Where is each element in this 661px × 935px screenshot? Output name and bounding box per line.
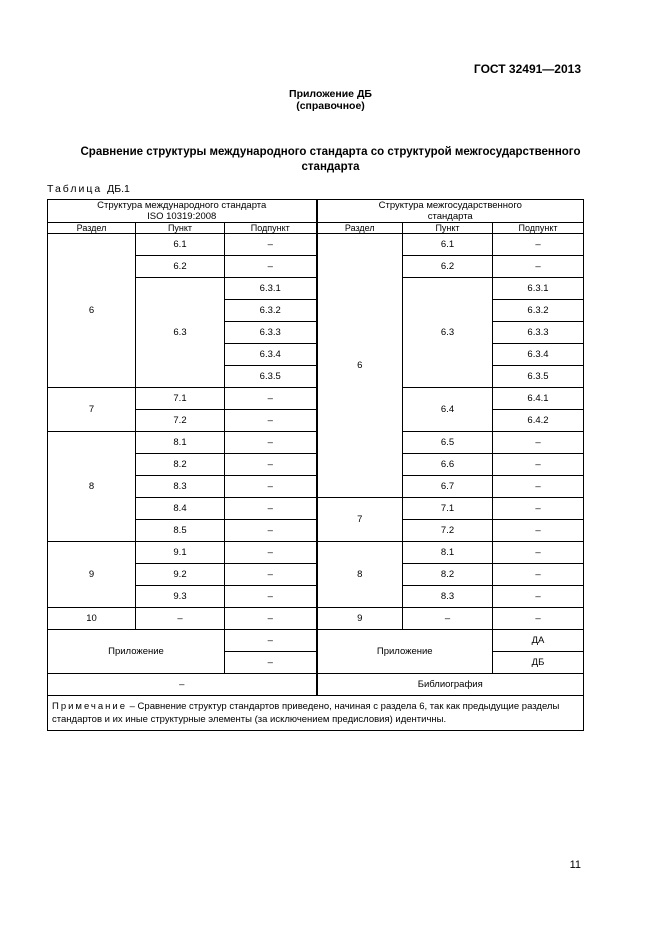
table-note-row [48, 696, 584, 731]
cell: – [493, 498, 584, 520]
cell: 6 [317, 234, 403, 498]
table-row [48, 542, 584, 564]
note-word: Примечание [52, 701, 127, 712]
cell: – [493, 454, 584, 476]
cell: – [493, 608, 584, 630]
cell: – [493, 520, 584, 542]
table-subheader-row [48, 223, 584, 234]
table-caption-word: Таблица [47, 183, 103, 195]
standard-code: ГОСТ 32491—2013 [473, 62, 581, 76]
cell: 6.3.4 [225, 344, 317, 366]
annex-subtitle: (справочное) [296, 100, 365, 112]
table-row [48, 608, 584, 630]
cell: – [225, 476, 317, 498]
cell: – [225, 608, 317, 630]
cell: 6.2 [403, 256, 493, 278]
cell: Приложение [48, 630, 225, 674]
cell: 6.1 [136, 234, 225, 256]
cell: 8.2 [403, 564, 493, 586]
cell: 7.1 [403, 498, 493, 520]
cell: ДА [493, 630, 584, 652]
cell: 8.1 [403, 542, 493, 564]
cell: 7.1 [136, 388, 225, 410]
cell: – [225, 234, 317, 256]
cell: – [48, 674, 317, 696]
cell: Библиография [317, 674, 584, 696]
cell: 6.3 [136, 278, 225, 388]
structure-comparison-table [47, 199, 584, 731]
cell: – [225, 564, 317, 586]
cell: 6.3.4 [493, 344, 584, 366]
header-text: ISO 10319:2008 [147, 211, 217, 222]
cell: 9 [48, 542, 136, 608]
cell: 7.2 [403, 520, 493, 542]
cell: 8.3 [136, 476, 225, 498]
cell: – [225, 256, 317, 278]
cell: – [225, 498, 317, 520]
cell: 9.2 [136, 564, 225, 586]
table-row [48, 234, 584, 256]
table-header-row [48, 200, 584, 223]
cell: – [493, 542, 584, 564]
cell: 7.2 [136, 410, 225, 432]
cell: 10 [48, 608, 136, 630]
cell: – [225, 432, 317, 454]
cell: – [225, 652, 317, 674]
cell: 8.4 [136, 498, 225, 520]
cell: Приложение [317, 630, 493, 674]
header-text: стандарта [427, 211, 473, 222]
col-clause: Пункт [403, 223, 493, 234]
cell: – [493, 586, 584, 608]
cell: – [225, 454, 317, 476]
cell: 8 [317, 542, 403, 608]
cell: 6.3.5 [225, 366, 317, 388]
cell: 9 [317, 608, 403, 630]
cell: – [225, 542, 317, 564]
table-note [48, 696, 584, 731]
cell: – [225, 388, 317, 410]
cell: 6.3.5 [493, 366, 584, 388]
document-title-line2: стандарта [301, 161, 360, 173]
cell: 8.2 [136, 454, 225, 476]
cell: – [225, 410, 317, 432]
table-row [48, 432, 584, 454]
table-row [48, 388, 584, 410]
table-row [48, 630, 584, 652]
annex-heading [0, 88, 661, 112]
cell: 8.3 [403, 586, 493, 608]
cell: – [225, 630, 317, 652]
cell: 8.5 [136, 520, 225, 542]
page-number: 11 [569, 859, 581, 871]
cell: 6.7 [403, 476, 493, 498]
cell: 8.1 [136, 432, 225, 454]
cell: 6.2 [136, 256, 225, 278]
document-title-line1: Сравнение структуры международного стандарта со структурой межгосударственного [80, 146, 581, 158]
cell: 6.3 [403, 278, 493, 388]
cell: ДБ [493, 652, 584, 674]
cell: 6.6 [403, 454, 493, 476]
document-title [60, 145, 601, 175]
cell: 6.3.2 [493, 300, 584, 322]
cell: 6.3.1 [493, 278, 584, 300]
national-structure-header [317, 200, 584, 223]
header-text: Структура международного стандарта [97, 200, 267, 211]
cell: – [225, 520, 317, 542]
table-caption [47, 183, 130, 195]
cell: – [493, 234, 584, 256]
table-row [48, 674, 584, 696]
cell: – [493, 476, 584, 498]
cell: – [493, 564, 584, 586]
cell: – [136, 608, 225, 630]
cell: – [225, 586, 317, 608]
cell: – [493, 432, 584, 454]
cell: 9.3 [136, 586, 225, 608]
header-text: Структура межгосударственного [378, 200, 522, 211]
cell: 6.3.2 [225, 300, 317, 322]
annex-title: Приложение ДБ [289, 88, 372, 100]
cell: 7 [48, 388, 136, 432]
cell: 9.1 [136, 542, 225, 564]
cell: 7 [317, 498, 403, 542]
cell: 6 [48, 234, 136, 388]
cell: 6.1 [403, 234, 493, 256]
cell: 6.5 [403, 432, 493, 454]
cell: – [493, 256, 584, 278]
cell: – [403, 608, 493, 630]
note-text: – Сравнение структур стандартов приведено, начиная с раздела 6, так как предыдущие разделы стандартов и их иные структурные элементы (за исключением предисловия) идентичны. [52, 701, 560, 725]
international-structure-header [48, 200, 317, 223]
col-subclause: Подпункт [493, 223, 584, 234]
cell: 6.3.1 [225, 278, 317, 300]
cell: 6.3.3 [225, 322, 317, 344]
col-clause: Пункт [136, 223, 225, 234]
cell: 6.3.3 [493, 322, 584, 344]
cell: 6.4 [403, 388, 493, 432]
col-subclause: Подпункт [225, 223, 317, 234]
cell: 6.4.2 [493, 410, 584, 432]
table-caption-number: ДБ.1 [107, 183, 130, 195]
cell: 6.4.1 [493, 388, 584, 410]
col-section: Раздел [48, 223, 136, 234]
cell: 8 [48, 432, 136, 542]
col-section: Раздел [317, 223, 403, 234]
